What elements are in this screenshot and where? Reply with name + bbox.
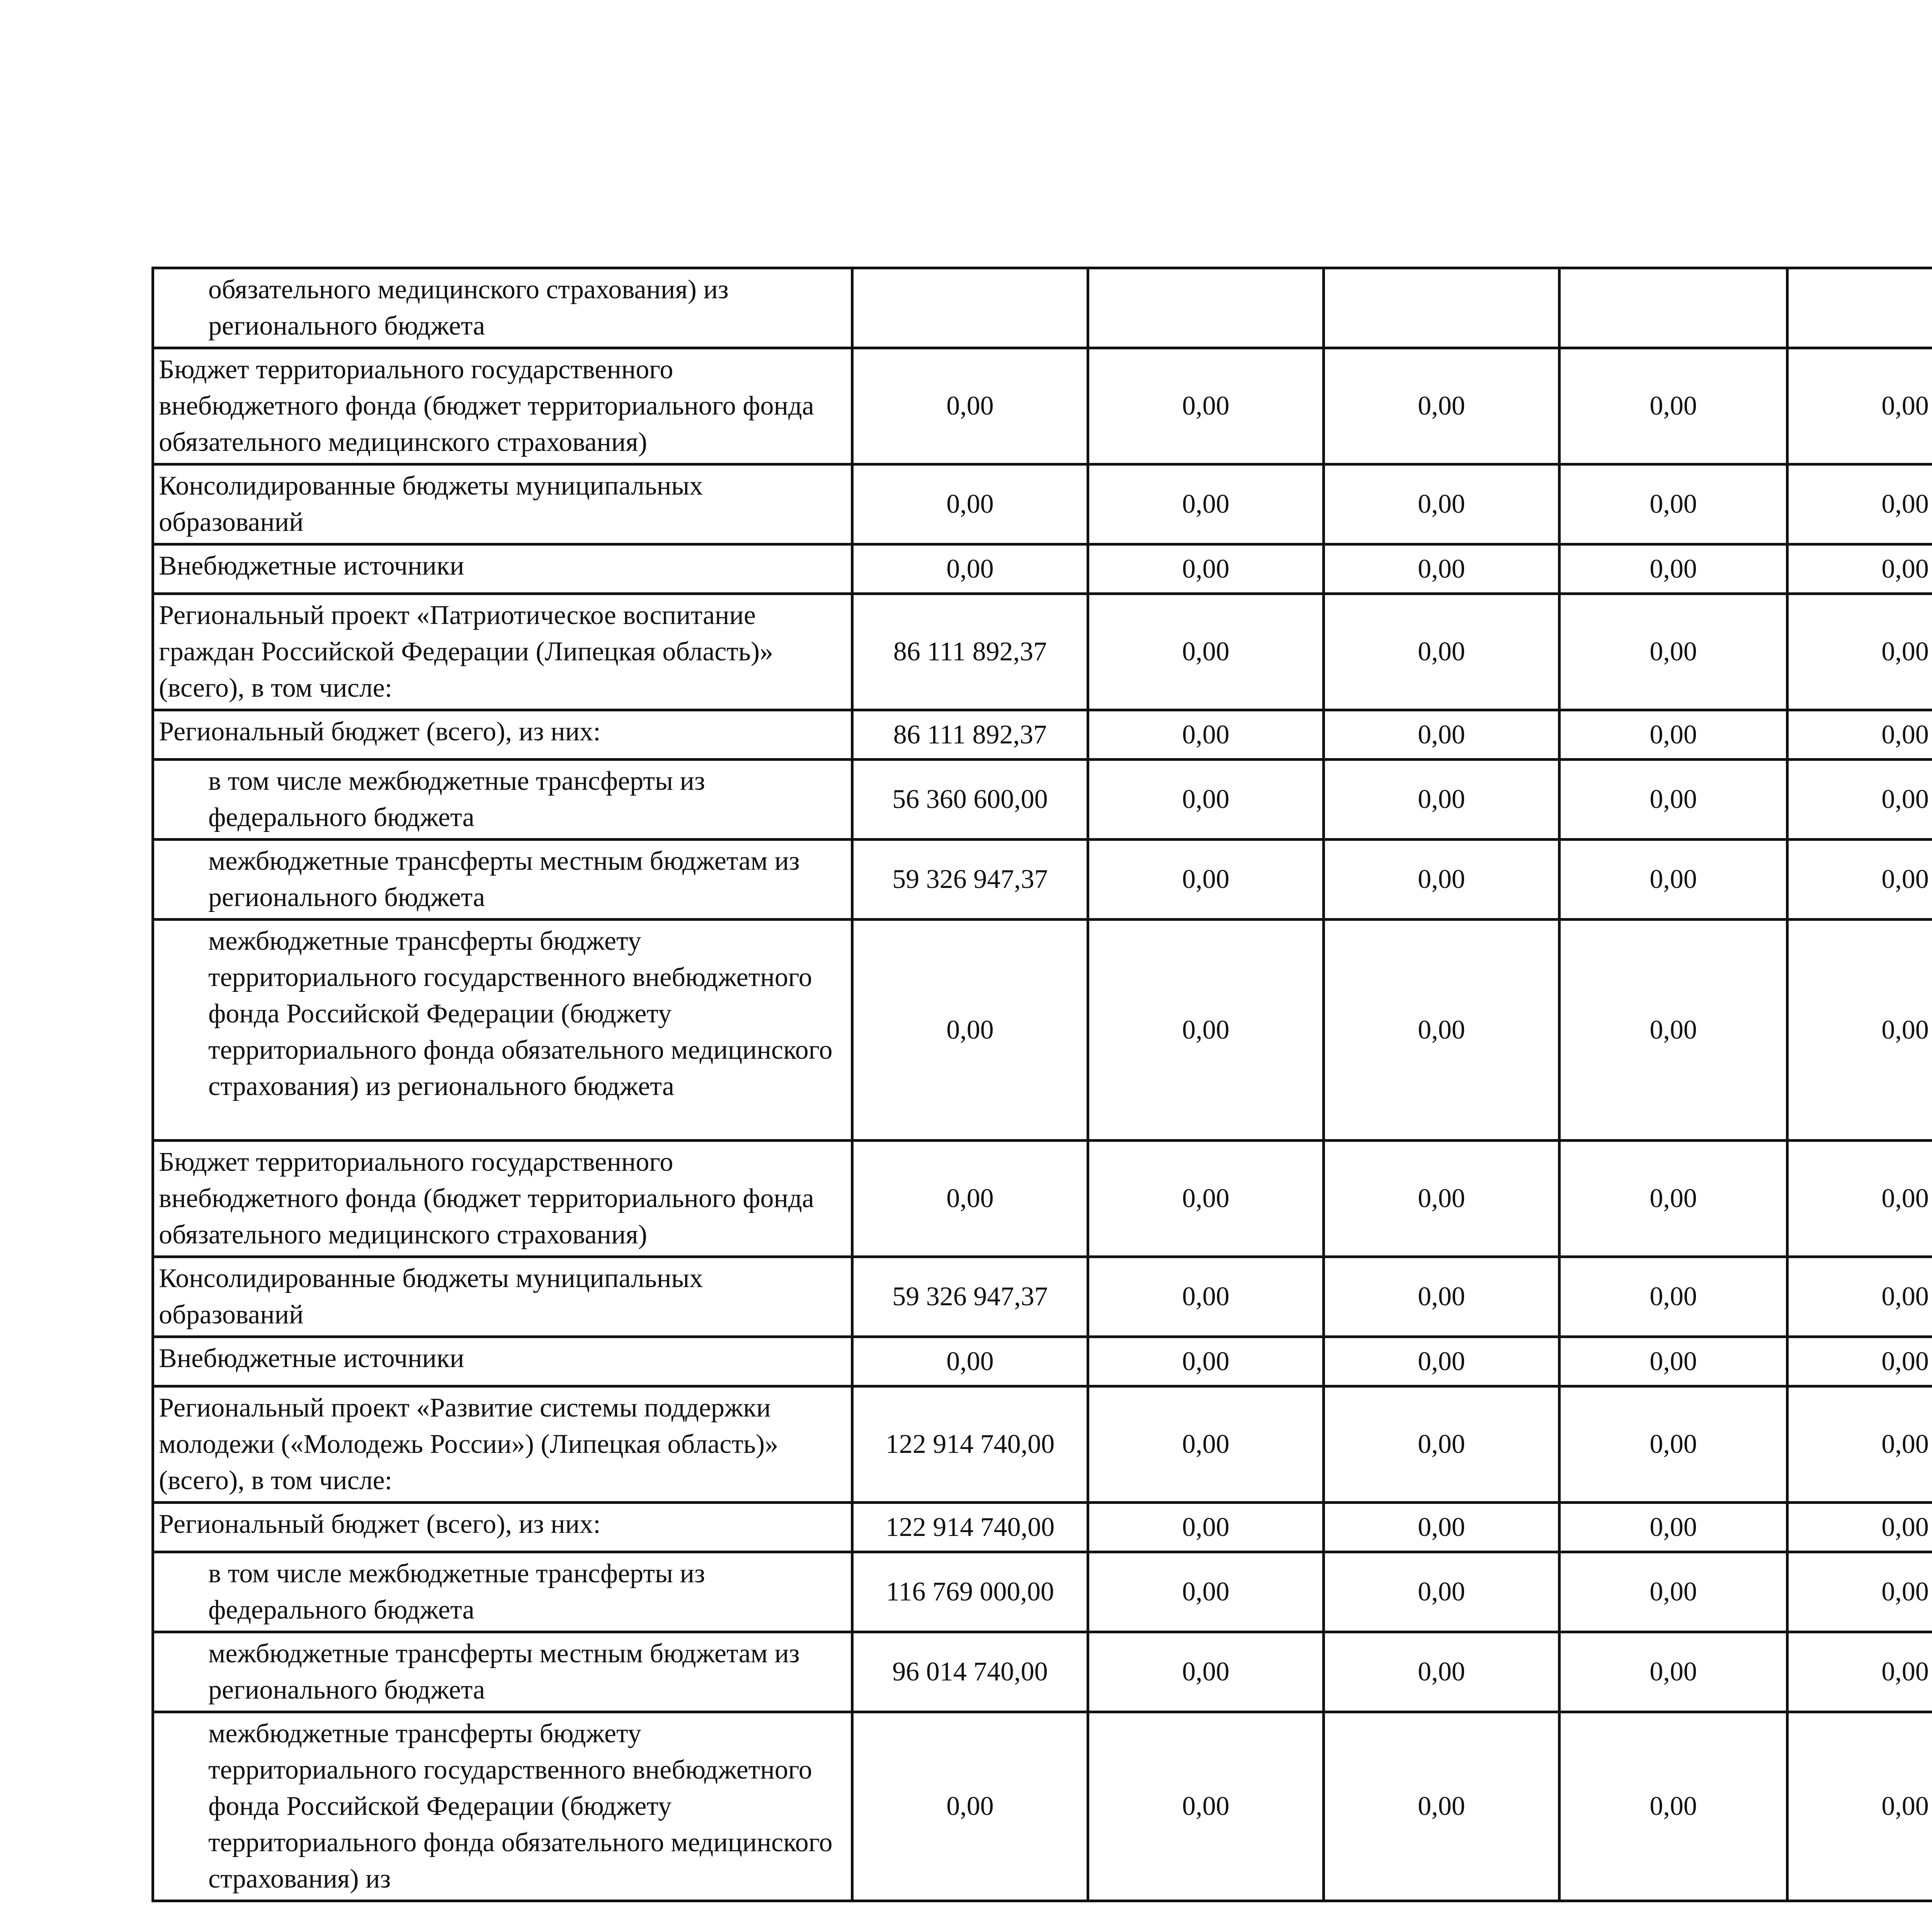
row-label: обязательного медицинского страхования) из регионального бюджета (153, 268, 852, 348)
row-label: межбюджетные трансферты бюджету территориального государственного внебюджетного фонда Российской Федерации (бюджету территориального фонда обязательного медицинского страхования) из (153, 1712, 852, 1901)
value-cell: 0,00 (1560, 1503, 1787, 1552)
value-cell: 0,00 (1787, 840, 1932, 920)
table-row (153, 1712, 1932, 1901)
value-cell: 0,00 (1560, 1141, 1787, 1257)
row-label: Консолидированные бюджеты муниципальных образований (153, 464, 852, 544)
value-cell: 0,00 (1787, 594, 1932, 710)
value-cell: 0,00 (1088, 1337, 1324, 1386)
value-cell: 0,00 (1787, 1552, 1932, 1632)
value-cell: 0,00 (1088, 1386, 1324, 1503)
table-row (153, 594, 1932, 710)
value-cell: 0,00 (852, 348, 1088, 464)
value-cell: 0,00 (1324, 710, 1560, 760)
value-cell: 0,00 (1088, 710, 1324, 760)
value-cell: 0,00 (1324, 594, 1560, 710)
value-cell: 0,00 (1787, 348, 1932, 464)
row-label: межбюджетные трансферты местным бюджетам из регионального бюджета (153, 840, 852, 920)
value-cell: 0,00 (1088, 1257, 1324, 1337)
table-row (153, 760, 1932, 840)
value-cell: 0,00 (1787, 1712, 1932, 1901)
value-cell: 0,00 (1088, 1632, 1324, 1712)
table-row (153, 348, 1932, 464)
value-cell: 0,00 (1560, 1632, 1787, 1712)
table-row (153, 920, 1932, 1141)
value-cell: 96 014 740,00 (852, 1632, 1088, 1712)
table-row (153, 1257, 1932, 1337)
row-label: Бюджет территориального государственного внебюджетного фонда (бюджет территориального фонда обязательного медицинского страхования) (153, 1141, 852, 1257)
value-cell: 0,00 (1088, 1712, 1324, 1901)
value-cell (1787, 268, 1932, 348)
value-cell: 56 360 600,00 (852, 760, 1088, 840)
value-cell: 0,00 (852, 1141, 1088, 1257)
value-cell: 0,00 (1088, 348, 1324, 464)
value-cell: 0,00 (1787, 1386, 1932, 1503)
budget-table (151, 267, 1932, 1902)
row-label: Внебюджетные источники (153, 1337, 852, 1386)
value-cell: 0,00 (1787, 920, 1932, 1141)
value-cell: 0,00 (1324, 1337, 1560, 1386)
value-cell: 0,00 (852, 1712, 1088, 1901)
value-cell: 0,00 (1088, 760, 1324, 840)
value-cell: 0,00 (852, 544, 1088, 594)
value-cell: 0,00 (1787, 1141, 1932, 1257)
row-label: межбюджетные трансферты местным бюджетам из регионального бюджета (153, 1632, 852, 1712)
table-row (153, 268, 1932, 348)
value-cell: 0,00 (1324, 1552, 1560, 1632)
value-cell: 0,00 (1560, 840, 1787, 920)
table-row (153, 464, 1932, 544)
value-cell: 0,00 (1324, 1712, 1560, 1901)
value-cell: 0,00 (1324, 1141, 1560, 1257)
value-cell: 86 111 892,37 (852, 710, 1088, 760)
value-cell: 0,00 (1560, 920, 1787, 1141)
value-cell: 0,00 (1787, 464, 1932, 544)
value-cell: 0,00 (1088, 840, 1324, 920)
value-cell: 0,00 (852, 464, 1088, 544)
value-cell: 0,00 (1787, 710, 1932, 760)
value-cell: 0,00 (1560, 710, 1787, 760)
value-cell: 0,00 (1088, 464, 1324, 544)
value-cell: 86 111 892,37 (852, 594, 1088, 710)
value-cell: 116 769 000,00 (852, 1552, 1088, 1632)
table-row (153, 840, 1932, 920)
table-row (153, 1337, 1932, 1386)
value-cell: 0,00 (1324, 840, 1560, 920)
value-cell: 0,00 (1324, 1386, 1560, 1503)
value-cell: 0,00 (1560, 760, 1787, 840)
row-label: Региональный проект «Развитие системы поддержки молодежи («Молодежь России») (Липецкая область)» (всего), в том числе: (153, 1386, 852, 1503)
value-cell: 122 914 740,00 (852, 1386, 1088, 1503)
row-label: Консолидированные бюджеты муниципальных образований (153, 1257, 852, 1337)
value-cell: 0,00 (1088, 544, 1324, 594)
value-cell (1324, 268, 1560, 348)
value-cell: 0,00 (1324, 464, 1560, 544)
value-cell (852, 268, 1088, 348)
value-cell: 0,00 (1324, 544, 1560, 594)
value-cell (1560, 268, 1787, 348)
value-cell: 0,00 (1324, 348, 1560, 464)
value-cell: 0,00 (1560, 544, 1787, 594)
row-label: межбюджетные трансферты бюджету территориального государственного внебюджетного фонда Российской Федерации (бюджету территориального фонда обязательного медицинского страхования) из регионального бюджета (153, 920, 852, 1141)
value-cell: 0,00 (1560, 464, 1787, 544)
value-cell: 0,00 (1560, 1712, 1787, 1901)
value-cell: 0,00 (1560, 1257, 1787, 1337)
value-cell: 0,00 (852, 920, 1088, 1141)
table-row (153, 544, 1932, 594)
value-cell: 0,00 (852, 1337, 1088, 1386)
value-cell: 0,00 (1787, 1257, 1932, 1337)
table-row (153, 1552, 1932, 1632)
row-label: Региональный проект «Патриотическое воспитание граждан Российской Федерации (Липецкая область)» (всего), в том числе: (153, 594, 852, 710)
value-cell: 0,00 (1324, 1257, 1560, 1337)
value-cell: 0,00 (1787, 1632, 1932, 1712)
value-cell: 0,00 (1787, 1337, 1932, 1386)
table-row (153, 1386, 1932, 1503)
value-cell: 0,00 (1787, 544, 1932, 594)
value-cell: 0,00 (1324, 760, 1560, 840)
value-cell: 0,00 (1787, 1503, 1932, 1552)
table-row (153, 710, 1932, 760)
row-label: Региональный бюджет (всего), из них: (153, 1503, 852, 1552)
table-row (153, 1632, 1932, 1712)
value-cell: 59 326 947,37 (852, 1257, 1088, 1337)
value-cell: 0,00 (1560, 1552, 1787, 1632)
row-label: Внебюджетные источники (153, 544, 852, 594)
value-cell (1088, 268, 1324, 348)
value-cell: 0,00 (1324, 920, 1560, 1141)
value-cell: 0,00 (1088, 920, 1324, 1141)
value-cell: 0,00 (1560, 348, 1787, 464)
row-label: в том числе межбюджетные трансферты из федерального бюджета (153, 1552, 852, 1632)
row-label: в том числе межбюджетные трансферты из федерального бюджета (153, 760, 852, 840)
value-cell: 0,00 (1324, 1503, 1560, 1552)
value-cell: 0,00 (1560, 1337, 1787, 1386)
value-cell: 0,00 (1088, 1503, 1324, 1552)
value-cell: 0,00 (1787, 760, 1932, 840)
value-cell: 0,00 (1088, 1141, 1324, 1257)
row-label: Региональный бюджет (всего), из них: (153, 710, 852, 760)
value-cell: 122 914 740,00 (852, 1503, 1088, 1552)
value-cell: 0,00 (1088, 594, 1324, 710)
value-cell: 0,00 (1560, 594, 1787, 710)
value-cell: 0,00 (1088, 1552, 1324, 1632)
budget-table-body (153, 268, 1932, 1901)
value-cell: 0,00 (1560, 1386, 1787, 1503)
table-row (153, 1503, 1932, 1552)
value-cell: 0,00 (1324, 1632, 1560, 1712)
table-row (153, 1141, 1932, 1257)
value-cell: 59 326 947,37 (852, 840, 1088, 920)
row-label: Бюджет территориального государственного внебюджетного фонда (бюджет территориального фонда обязательного медицинского страхования) (153, 348, 852, 464)
